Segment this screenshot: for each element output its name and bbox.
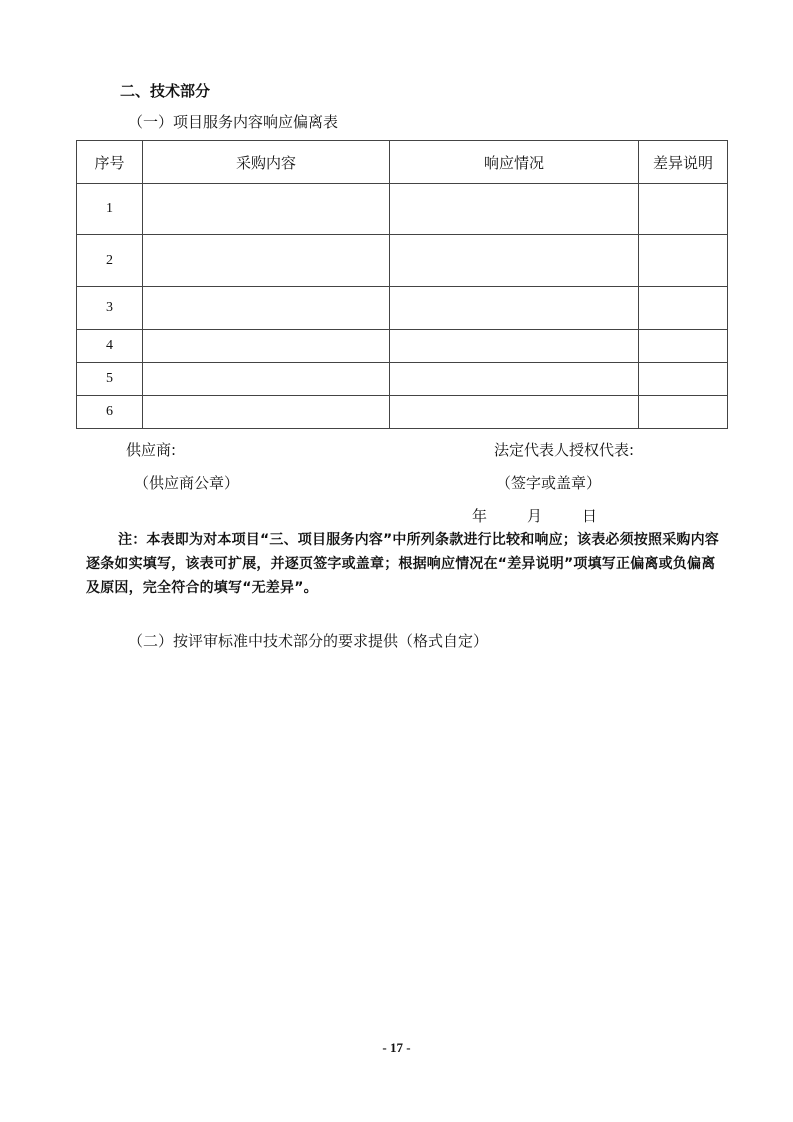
subsection-title-technical-requirements: （二）按评审标准中技术部分的要求提供（格式自定） (128, 632, 489, 650)
authorized-rep-label: 法定代表人授权代表: (494, 441, 635, 459)
deviation-table (76, 140, 728, 429)
row-number: 6 (77, 396, 143, 429)
table-row (77, 184, 728, 235)
page-number: - 17 - (382, 1040, 411, 1055)
cell-response[interactable] (390, 184, 639, 235)
table-row (77, 363, 728, 396)
subsection-title-deviation-table: （一）项目服务内容响应偏离表 (128, 113, 339, 131)
table-row (77, 330, 728, 363)
cell-response[interactable] (390, 235, 639, 287)
cell-difference[interactable] (639, 396, 728, 429)
table-row (77, 235, 728, 287)
cell-difference[interactable] (639, 330, 728, 363)
cell-difference[interactable] (639, 235, 728, 287)
cell-difference[interactable] (639, 184, 728, 235)
cell-difference[interactable] (639, 363, 728, 396)
table-row (77, 287, 728, 330)
row-number: 3 (77, 287, 143, 330)
cell-content[interactable] (143, 235, 390, 287)
supplier-label: 供应商: (126, 441, 177, 459)
cell-response[interactable] (390, 330, 639, 363)
cell-response[interactable] (390, 287, 639, 330)
date-year-label: 年 (472, 507, 488, 525)
cell-response[interactable] (390, 363, 639, 396)
header-response: 响应情况 (390, 141, 639, 184)
table-row (77, 396, 728, 429)
row-number: 4 (77, 330, 143, 363)
cell-content[interactable] (143, 363, 390, 396)
cell-content[interactable] (143, 287, 390, 330)
header-difference-note: 差异说明 (639, 141, 728, 184)
cell-content[interactable] (143, 330, 390, 363)
row-number: 2 (77, 235, 143, 287)
table-header-row (77, 141, 728, 184)
header-serial-no: 序号 (77, 141, 143, 184)
table-note: 注：本表即为对本项目“三、项目服务内容”中所列条款进行比较和响应；该表必须按照采购内容逐条如实填写，该表可扩展，并逐页签字或盖章；根据响应情况在“差异说明”项填写正偏离或负偏离及原因，完全符合的填写“无差异”。 (86, 532, 719, 596)
cell-content[interactable] (143, 184, 390, 235)
row-number: 5 (77, 363, 143, 396)
cell-response[interactable] (390, 396, 639, 429)
row-number: 1 (77, 184, 143, 235)
supplier-seal-label: （供应商公章） (134, 474, 240, 492)
date-month-label: 月 (527, 507, 543, 525)
signature-or-seal-label: （签字或盖章） (496, 474, 602, 492)
cell-difference[interactable] (639, 287, 728, 330)
date-day-label: 日 (582, 507, 598, 525)
section-title: 二、技术部分 (120, 82, 211, 100)
header-procurement-content: 采购内容 (143, 141, 390, 184)
cell-content[interactable] (143, 396, 390, 429)
